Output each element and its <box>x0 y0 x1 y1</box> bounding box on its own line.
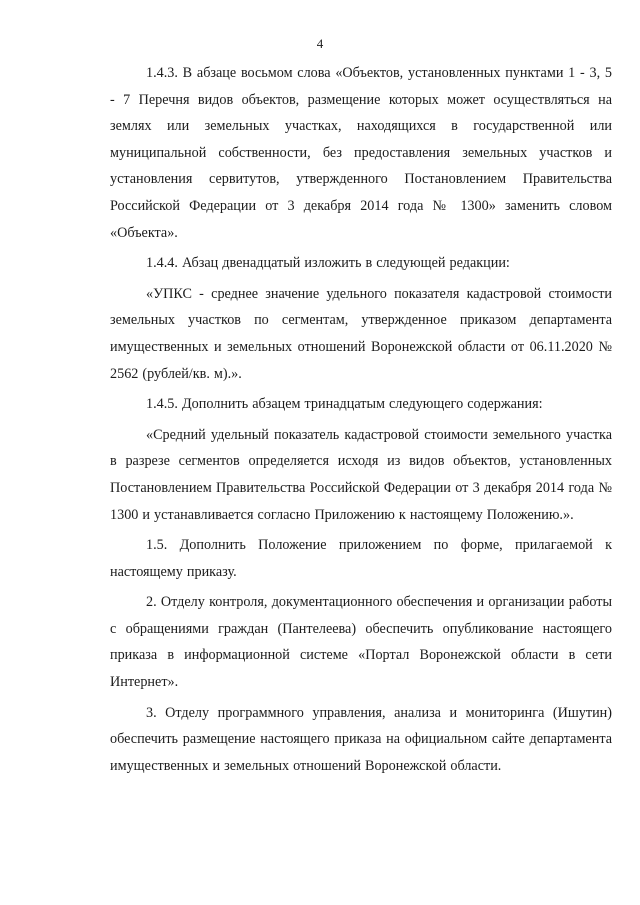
paragraph-average-indicator: «Средний удельный показатель кадастровой стоимости земельного участка в разрезе сегментов определяется исходя из видов объектов, установленных Постановлением Правительства Российской Федерации от 3 декабря 2014 года № 1300 и устанавливается согласно Приложению к настоящему Положению.». <box>110 426 612 523</box>
paragraph-1-5: 1.5. Дополнить Положение приложением по форме, прилагаемой к настоящему приказу. <box>110 537 612 580</box>
paragraph-2: 2. Отделу контроля, документационного обеспечения и организации работы с обращениями граждан (Пантелеева) обеспечить опубликование настоящего приказа в информационной системе «Портал Воронежской области в сети Интернет». <box>110 594 612 691</box>
paragraph-1-4-5: 1.4.5. Дополнить абзацем тринадцатым следующего содержания: <box>146 396 543 413</box>
paragraph-upks-definition: «УПКС - среднее значение удельного показателя кадастровой стоимости земельных участков по сегментам, утвержденное приказом департамента имущественных и земельных отношений Воронежской области от 06.11.2020 № 2562 (рублей/кв. м).». <box>110 285 612 382</box>
paragraph-1-4-4: 1.4.4. Абзац двенадцатый изложить в следующей редакции: <box>146 255 510 272</box>
paragraph-3: 3. Отделу программного управления, анализа и мониторинга (Ишутин) обеспечить размещение настоящего приказа на официальном сайте департамента имущественных и земельных отношений Воронежской области. <box>110 704 612 774</box>
page-number: 4 <box>316 36 324 51</box>
paragraph-1-4-3: 1.4.3. В абзаце восьмом слова «Объектов, установленных пунктами 1 - 3, 5 - 7 Перечня видов объектов, размещение которых может осуществляться на землях или земельных участках, находящихся в государственной или муниципальной собственности, без предоставления земельных участков и установления сервитутов, утвержденного Постановлением Правительства Российской Федерации от 3 декабря 2014 года № 1300» заменить словом «Объекта». <box>110 65 612 241</box>
document-body <box>110 60 612 783</box>
